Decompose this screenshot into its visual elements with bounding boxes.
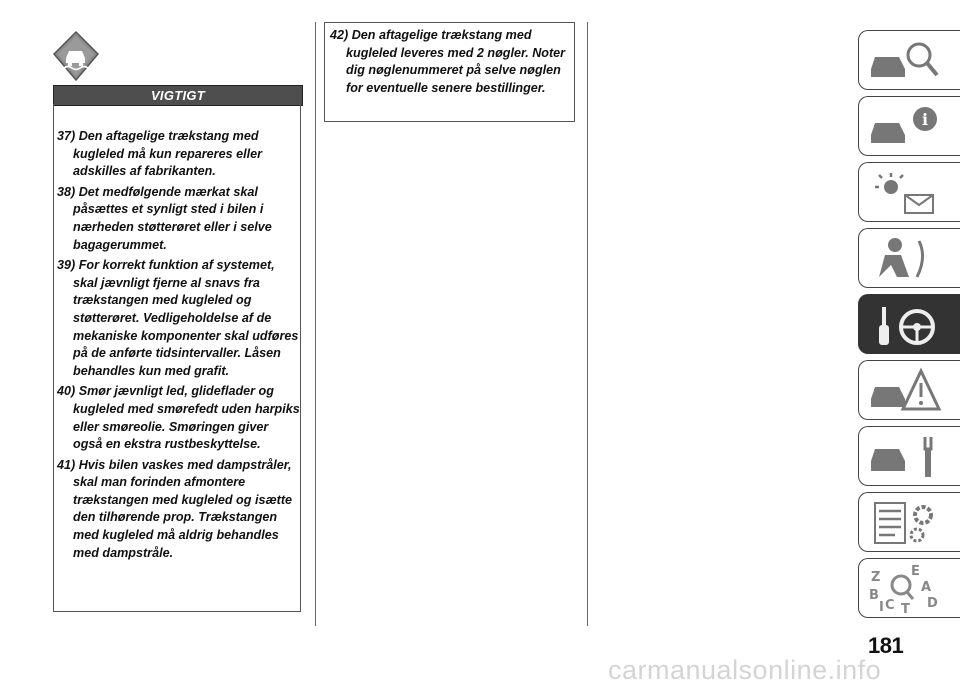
car-info-icon <box>865 101 945 153</box>
tab-airbag-passenger[interactable] <box>858 228 960 288</box>
tab-alphabet-index[interactable] <box>858 558 960 618</box>
svg-text:C: C <box>885 598 895 613</box>
note-37: 37) Den aftagelige trækstang med kugleled må kun repareres eller adskilles af fabrikanten. <box>57 129 262 179</box>
note-39: 39) For korrekt funktion af systemet, skal jævnligt fjerne al snavs fra trækstangen med kugleled og støtterøret. Vedligeholdelse af de mekaniske komponenter skal udføres på de anførte tidsintervaller. Låsen behandles kun med grafit. <box>57 258 299 378</box>
tab-car-magnifier[interactable] <box>858 30 960 90</box>
note-38: 38) Det medfølgende mærkat skal påsættes et synligt sted i bilen i nærheden støtterøret eller i selve bagagerummet. <box>57 184 272 252</box>
warning-notes <box>57 128 301 565</box>
svg-text:T: T <box>901 602 910 615</box>
svg-text:A: A <box>921 580 932 595</box>
svg-text:i: i <box>922 110 929 129</box>
car-magnifier-icon <box>865 35 945 87</box>
svg-text:I: I <box>879 600 884 615</box>
column-divider-right <box>587 22 588 626</box>
svg-text:D: D <box>927 596 938 611</box>
watermark: carmanualsonline.info <box>608 655 882 685</box>
note-41: 41) Hvis bilen vaskes med dampstråler, skal man forinden afmontere trækstangen med kugleled og isætte den tilhørende prop. Trækstangen med kugleled må aldrig behandles med dampstråle. <box>57 457 293 560</box>
note-40: 40) Smør jævnligt led, glideflader og kugleled med smørefedt uden harpiks eller smøreolie. Smøringen giver også en ekstra rustbeskyttelse. <box>57 384 300 452</box>
warning-title-bar: VIGTIGT <box>53 85 303 106</box>
light-message-icon <box>865 167 945 219</box>
car-wrench-icon <box>865 431 945 483</box>
tab-key-steering-wheel[interactable] <box>858 294 960 354</box>
car-skid-warning-icon <box>52 30 100 82</box>
tab-light-message[interactable] <box>858 162 960 222</box>
tab-car-wrench[interactable] <box>858 426 960 486</box>
svg-text:E: E <box>911 564 920 579</box>
tab-car-info[interactable] <box>858 96 960 156</box>
tab-car-warning-triangle[interactable] <box>858 360 960 420</box>
tab-list-gears[interactable] <box>858 492 960 552</box>
key-steering-wheel-icon <box>865 299 945 351</box>
car-warning-triangle-icon <box>865 365 945 417</box>
column-divider-left <box>315 22 316 626</box>
alphabet-index-icon <box>865 563 945 615</box>
note-42: 42) Den aftagelige trækstang med kugleled leveres med 2 nøgler. Noter dig nøglenummeret på selve nøglen for eventuelle senere bestillinger. <box>330 28 566 95</box>
svg-text:B: B <box>869 588 879 603</box>
svg-text:Z: Z <box>871 570 881 585</box>
page-number: 181 <box>868 633 904 658</box>
list-gears-icon <box>865 497 945 549</box>
airbag-passenger-icon <box>865 233 945 285</box>
